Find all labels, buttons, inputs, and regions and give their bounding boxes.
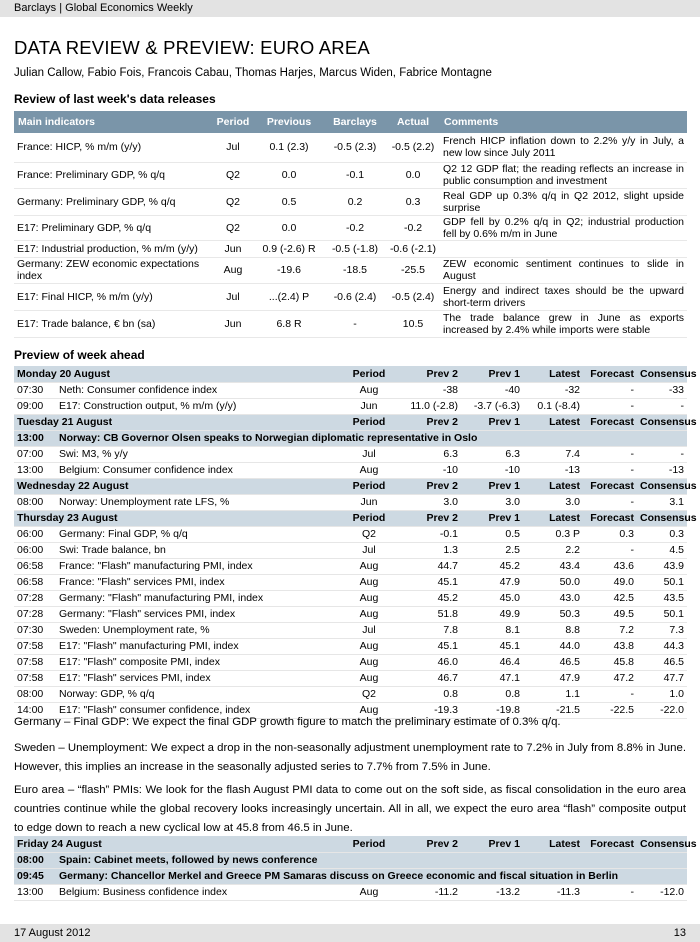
release-time: 07:58 xyxy=(17,672,44,684)
review-cell: -0.2 xyxy=(345,221,365,234)
release-value: 0.3 P xyxy=(555,528,581,540)
release-value: 50.0 xyxy=(559,576,581,588)
release-value: - xyxy=(630,464,635,476)
col-header: Period xyxy=(352,367,386,380)
day-header-row xyxy=(14,414,687,430)
release-value: 46.0 xyxy=(437,656,459,668)
header-text: Barclays | Global Economics Weekly xyxy=(14,2,193,14)
col-header: Consensus xyxy=(640,416,697,428)
day-label: Wednesday 22 August xyxy=(17,480,129,492)
preview-section-title: Preview of week ahead xyxy=(14,348,145,362)
release-time: 06:58 xyxy=(17,576,44,588)
release-value: Aug xyxy=(359,576,379,588)
release-value: 1.1 xyxy=(565,688,581,700)
day-label: Thursday 23 August xyxy=(17,512,118,524)
review-cell: Germany: ZEW economic expectations index xyxy=(17,258,200,282)
review-cell: -0.5 (2.2) xyxy=(391,141,435,154)
release-name: Norway: Unemployment rate LFS, % xyxy=(59,496,230,508)
release-value: 47.2 xyxy=(613,672,635,684)
review-cell: E17: Preliminary GDP, % q/q xyxy=(17,221,152,234)
release-value: 7.2 xyxy=(619,624,635,636)
col-header: Prev 2 xyxy=(426,837,459,850)
release-name: E17: "Flash" manufacturing PMI, index xyxy=(59,640,239,652)
release-value: 8.1 xyxy=(505,624,521,636)
release-value: -10 xyxy=(504,464,521,476)
col-header: Prev 1 xyxy=(488,367,521,380)
review-section-title: Review of last week's data releases xyxy=(14,92,216,106)
review-cell: Germany: Preliminary GDP, % q/q xyxy=(17,195,176,208)
col-header: Forecast xyxy=(590,512,635,524)
release-value: 0.1 (-8.4) xyxy=(537,400,581,412)
day-header-row xyxy=(14,366,687,382)
review-row xyxy=(14,310,687,337)
event-text: Norway: CB Governor Olsen speaks to Norwegian diplomatic representative in Oslo xyxy=(59,432,478,444)
release-value: -33 xyxy=(668,384,685,396)
table-row xyxy=(14,462,687,478)
col-header: Forecast xyxy=(590,837,635,850)
release-value: Aug xyxy=(359,592,379,604)
release-value: 49.0 xyxy=(613,576,635,588)
col-header: Latest xyxy=(549,367,581,380)
release-name: E17: "Flash" consumer confidence, index xyxy=(59,704,251,716)
release-time: 08:00 xyxy=(17,688,44,700)
release-value: -38 xyxy=(442,384,459,396)
release-value: - xyxy=(680,448,685,460)
review-cell: E17: Industrial production, % m/m (y/y) xyxy=(17,242,198,255)
review-cell: 6.8 R xyxy=(276,317,302,330)
release-value: - xyxy=(630,400,635,412)
release-name: Norway: GDP, % q/q xyxy=(59,688,155,700)
review-cell: - xyxy=(353,317,357,330)
review-cell: -0.2 xyxy=(403,221,423,234)
release-name: Germany: "Flash" services PMI, index xyxy=(59,608,236,620)
review-row xyxy=(14,133,687,162)
review-cell: 0.3 xyxy=(405,195,421,208)
release-value: - xyxy=(630,448,635,460)
release-value: 3.0 xyxy=(505,496,521,508)
review-cell: Q2 xyxy=(225,195,240,208)
release-value: 44.0 xyxy=(559,640,581,652)
table-row xyxy=(14,494,687,510)
release-value: -10 xyxy=(442,464,459,476)
release-value: -11.2 xyxy=(434,886,459,898)
col-header: Prev 2 xyxy=(426,512,459,524)
review-cell: 0.2 xyxy=(347,195,363,208)
event-row xyxy=(14,430,687,446)
review-col-header: Actual xyxy=(396,116,430,128)
col-header: Period xyxy=(352,837,386,850)
review-cell: France: Preliminary GDP, % q/q xyxy=(17,169,166,181)
release-value: Q2 xyxy=(362,688,377,700)
release-value: 44.7 xyxy=(437,560,459,572)
release-value: -13 xyxy=(564,464,581,476)
col-header: Prev 2 xyxy=(426,367,459,380)
table-row xyxy=(14,622,687,638)
release-time: 07:30 xyxy=(17,624,44,636)
table-row xyxy=(14,686,687,702)
review-cell: 0.5 xyxy=(281,195,297,208)
release-value: 50.3 xyxy=(559,608,581,620)
release-value: 0.8 xyxy=(505,688,521,700)
release-value: - xyxy=(630,544,635,556)
review-comment xyxy=(440,240,687,257)
table-row xyxy=(14,446,687,462)
release-value: 3.0 xyxy=(443,496,459,508)
release-value: 45.1 xyxy=(437,576,459,588)
release-time: 07:28 xyxy=(17,608,44,620)
release-time: 07:58 xyxy=(17,656,44,668)
release-value: - xyxy=(630,496,635,508)
day-header-row xyxy=(14,510,687,526)
commentary-paragraph xyxy=(14,781,686,838)
release-time: 06:00 xyxy=(17,544,44,556)
review-table xyxy=(14,111,687,338)
col-header: Latest xyxy=(549,480,581,492)
release-value: 44.3 xyxy=(663,640,685,652)
release-value: 43.8 xyxy=(613,640,635,652)
release-value: 2.5 xyxy=(505,544,521,556)
review-row xyxy=(14,257,687,283)
release-value: 1.0 xyxy=(669,688,685,700)
release-value: -11.3 xyxy=(556,886,581,898)
release-value: 45.2 xyxy=(499,560,521,572)
page-number: 13 xyxy=(673,927,686,939)
release-value: 46.5 xyxy=(663,656,685,668)
release-value: Aug xyxy=(359,704,379,716)
release-value: 50.1 xyxy=(663,576,685,588)
release-name: E17: Construction output, % m/m (y/y) xyxy=(59,400,237,412)
footer-date: 17 August 2012 xyxy=(14,927,91,939)
release-time: 06:58 xyxy=(17,560,44,572)
review-cell: Jul xyxy=(226,141,240,154)
release-value: 6.3 xyxy=(443,448,459,460)
release-value: 49.9 xyxy=(499,608,521,620)
review-cell: -0.5 (2.3) xyxy=(333,141,377,154)
release-value: Jun xyxy=(360,400,378,412)
day-label: Friday 24 August xyxy=(17,837,102,850)
table-row xyxy=(14,398,687,414)
commentary-paragraph xyxy=(14,713,686,732)
release-value: -13.2 xyxy=(496,886,521,898)
release-value: 46.5 xyxy=(559,656,581,668)
review-cell: E17: Final HICP, % m/m (y/y) xyxy=(17,290,153,303)
release-value: Aug xyxy=(359,656,379,668)
release-value: 45.1 xyxy=(499,640,521,652)
review-cell: Jul xyxy=(226,290,240,303)
release-value: 6.3 xyxy=(505,448,521,460)
review-col-header: Previous xyxy=(266,116,312,128)
col-header: Prev 1 xyxy=(488,480,521,492)
col-header: Consensus xyxy=(640,837,697,850)
review-cell: Q2 xyxy=(225,169,240,181)
review-cell: Jun xyxy=(224,317,242,330)
release-value: Aug xyxy=(359,464,379,476)
release-value: 49.5 xyxy=(613,608,635,620)
review-comment: Energy and indirect taxes should be the upward short-term drivers xyxy=(443,284,684,309)
release-value: 45.1 xyxy=(437,640,459,652)
release-value: Jul xyxy=(362,544,376,556)
review-col-header: Period xyxy=(216,116,250,128)
review-cell: -25.5 xyxy=(401,264,425,276)
review-cell: 0.0 xyxy=(281,169,297,181)
review-col-header: Barclays xyxy=(333,116,377,128)
review-col-header: Comments xyxy=(444,116,499,128)
table-row xyxy=(14,382,687,398)
release-value: 0.8 xyxy=(443,688,459,700)
release-time: 07:30 xyxy=(17,384,44,396)
paragraph-lead: Euro area – “flash” PMIs: xyxy=(14,784,142,796)
release-value: 45.2 xyxy=(437,592,459,604)
release-value: 2.2 xyxy=(565,544,581,556)
release-name: Germany: "Flash" manufacturing PMI, index xyxy=(59,592,264,604)
release-name: France: "Flash" services PMI, index xyxy=(59,576,225,588)
review-comment: Q2 12 GDP flat; the reading reflects an increase in public consumption and investment xyxy=(443,163,684,187)
release-value: 50.1 xyxy=(663,608,685,620)
release-value: -22.5 xyxy=(610,704,635,716)
release-value: 0.3 xyxy=(669,528,685,540)
release-value: -13 xyxy=(668,464,685,476)
release-value: 1.3 xyxy=(443,544,459,556)
review-row xyxy=(14,283,687,310)
col-header: Period xyxy=(352,416,386,428)
release-value: Q2 xyxy=(362,528,377,540)
review-comment: The trade balance grew in June as exports increased by 2.4% while imports were stable xyxy=(443,311,684,336)
release-value: 43.9 xyxy=(663,560,685,572)
release-value: -40 xyxy=(504,384,521,396)
day-label: Tuesday 21 August xyxy=(17,416,113,428)
col-header: Period xyxy=(352,480,386,492)
review-cell: 10.5 xyxy=(402,317,424,330)
release-time: 08:00 xyxy=(17,496,44,508)
friday-table xyxy=(14,836,697,901)
release-value: 7.8 xyxy=(443,624,459,636)
review-cell: 0.1 (2.3) xyxy=(269,141,309,154)
table-row xyxy=(14,654,687,670)
review-cell: -19.6 xyxy=(277,264,301,276)
release-time: 14:00 xyxy=(17,704,44,716)
release-value: Aug xyxy=(359,886,379,898)
review-cell: ...(2.4) P xyxy=(268,290,310,303)
release-value: Aug xyxy=(359,560,379,572)
page-title: DATA REVIEW & PREVIEW: EURO AREA xyxy=(14,37,370,58)
preview-table xyxy=(14,366,697,719)
release-value: 7.3 xyxy=(669,624,685,636)
release-name: Belgium: Business confidence index xyxy=(59,886,228,898)
col-header: Latest xyxy=(549,512,581,524)
release-value: 47.1 xyxy=(499,672,521,684)
release-name: Swi: Trade balance, bn xyxy=(59,544,166,556)
table-row xyxy=(14,638,687,654)
review-comment: GDP fell by 0.2% q/q in Q2; industrial production fell by 0.6% m/m in June xyxy=(443,215,684,240)
day-header-row xyxy=(14,836,687,852)
col-header: Latest xyxy=(549,416,581,428)
col-header: Consensus xyxy=(640,480,697,492)
commentary-paragraph xyxy=(14,739,686,777)
paragraph-text: We expect the final GDP growth figure to match the preliminary estimate of 0.3% q/q. xyxy=(129,716,561,728)
review-cell: France: HICP, % m/m (y/y) xyxy=(17,141,142,154)
authors: Julian Callow, Fabio Fois, Francois Cabau, Thomas Harjes, Marcus Widen, Fabrice Montagne xyxy=(14,67,492,79)
release-time: 13:00 xyxy=(17,464,44,476)
release-value: 43.6 xyxy=(613,560,635,572)
table-row xyxy=(14,558,687,574)
event-time: 09:45 xyxy=(17,870,44,882)
day-header-row xyxy=(14,478,687,494)
release-value: -0.1 xyxy=(439,528,459,540)
release-time: 07:58 xyxy=(17,640,44,652)
review-row xyxy=(14,240,687,257)
col-header: Consensus xyxy=(640,512,697,524)
event-text: Germany: Chancellor Merkel and Greece PM Samaras discuss on Greece economic and fiscal situation in Berlin xyxy=(59,870,619,882)
paragraph-text: We look for the flash August PMI data to come out on the soft side, as fiscal consolidation in the euro area countries continue while the global recovery looks increasingly uncertain. All in all, we expect the euro area “flash” composite output to edge down to reach a new cyclical low at 45.8 from 46.5 in June. xyxy=(14,784,686,834)
release-value: - xyxy=(630,688,635,700)
table-row xyxy=(14,542,687,558)
release-value: 46.7 xyxy=(437,672,459,684)
day-label: Monday 20 August xyxy=(17,367,110,380)
review-row xyxy=(14,162,687,188)
release-value: Aug xyxy=(359,640,379,652)
review-cell: 0.9 (-2.6) R xyxy=(262,242,316,255)
table-row xyxy=(14,590,687,606)
release-name: Germany: Final GDP, % q/q xyxy=(59,528,188,540)
review-row xyxy=(14,188,687,215)
release-value: 42.5 xyxy=(613,592,635,604)
release-name: E17: "Flash" composite PMI, index xyxy=(59,656,220,668)
release-value: 3.0 xyxy=(565,496,581,508)
release-time: 09:00 xyxy=(17,400,44,412)
release-time: 06:00 xyxy=(17,528,44,540)
release-value: Aug xyxy=(359,672,379,684)
col-header: Prev 2 xyxy=(426,416,459,428)
release-value: Jul xyxy=(362,448,376,460)
release-name: France: "Flash" manufacturing PMI, index xyxy=(59,560,253,572)
paragraph-lead: Germany – Final GDP: xyxy=(14,716,130,728)
release-name: Neth: Consumer confidence index xyxy=(59,384,218,396)
release-value: 4.5 xyxy=(669,544,685,556)
footer xyxy=(0,924,700,942)
release-time: 13:00 xyxy=(17,886,44,898)
release-value: 43.0 xyxy=(559,592,581,604)
release-value: 11.0 (-2.8) xyxy=(410,400,459,412)
event-row xyxy=(14,852,687,868)
col-header: Prev 1 xyxy=(488,416,521,428)
paragraph-text: We expect a drop in the non-seasonally adjustment unemployment rate to 7.2% in July from 8.8% in June. However, this implies an increase in the seasonally adjusted series to 7.7% from 7.5% in June. xyxy=(14,742,686,773)
release-time: 07:00 xyxy=(17,448,44,460)
col-header: Forecast xyxy=(590,367,635,380)
col-header: Prev 1 xyxy=(488,837,521,850)
table-row xyxy=(14,574,687,590)
review-cell: E17: Trade balance, € bn (sa) xyxy=(17,317,156,330)
release-value: 0.5 xyxy=(505,528,521,540)
col-header: Consensus xyxy=(640,367,697,380)
review-comment: ZEW economic sentiment continues to slide in August xyxy=(443,258,684,282)
report-header xyxy=(0,0,700,17)
release-value: 43.4 xyxy=(559,560,581,572)
release-value: 7.4 xyxy=(565,448,581,460)
review-cell: Jun xyxy=(224,242,242,255)
release-name: Swi: M3, % y/y xyxy=(59,448,128,460)
release-name: Belgium: Consumer confidence index xyxy=(59,464,233,476)
table-row xyxy=(14,606,687,622)
review-cell: -0.1 xyxy=(345,169,365,181)
col-header: Forecast xyxy=(590,416,635,428)
release-value: 47.9 xyxy=(499,576,521,588)
event-text: Spain: Cabinet meets, followed by news conference xyxy=(59,854,318,866)
review-comment: French HICP inflation down to 2.2% y/y in July, a new low since July 2011 xyxy=(443,135,684,160)
review-comment: Real GDP up 0.3% q/q in Q2 2012, slight upside surprise xyxy=(443,189,684,214)
col-header: Period xyxy=(352,512,386,524)
release-value: -3.7 (-6.3) xyxy=(473,400,521,412)
release-value: 47.9 xyxy=(559,672,581,684)
review-cell: -0.5 (-1.8) xyxy=(331,242,379,255)
release-value: 43.5 xyxy=(663,592,685,604)
review-header-row xyxy=(14,111,687,133)
release-value: -19.8 xyxy=(496,704,521,716)
release-value: 0.3 xyxy=(619,528,635,540)
release-value: Aug xyxy=(359,384,379,396)
release-time: 07:28 xyxy=(17,592,44,604)
release-value: Jun xyxy=(360,496,378,508)
review-cell: -0.5 (2.4) xyxy=(391,290,435,303)
release-value: -12.0 xyxy=(660,886,685,898)
col-header: Latest xyxy=(549,837,581,850)
release-value: -22.0 xyxy=(660,704,685,716)
release-value: 45.8 xyxy=(613,656,635,668)
col-header: Forecast xyxy=(590,480,635,492)
review-cell: 0.0 xyxy=(281,221,297,234)
event-time: 08:00 xyxy=(17,854,44,866)
release-value: 3.1 xyxy=(669,496,685,508)
table-row xyxy=(14,884,687,900)
release-value: Jul xyxy=(362,624,376,636)
release-value: - xyxy=(630,886,635,898)
release-value: 8.8 xyxy=(565,624,581,636)
release-value: -21.5 xyxy=(556,704,581,716)
event-time: 13:00 xyxy=(17,432,44,444)
review-cell: -0.6 (-2.1) xyxy=(389,242,437,255)
review-cell: 0.0 xyxy=(405,169,421,181)
release-value: - xyxy=(680,400,685,412)
release-value: -32 xyxy=(564,384,581,396)
table-row xyxy=(14,526,687,542)
review-row xyxy=(14,215,687,240)
release-name: E17: "Flash" services PMI, index xyxy=(59,672,211,684)
release-name: Sweden: Unemployment rate, % xyxy=(59,624,210,636)
release-value: -19.3 xyxy=(434,704,459,716)
review-cell: -0.6 (2.4) xyxy=(333,290,377,303)
review-cell: Q2 xyxy=(225,221,240,234)
review-cell: -18.5 xyxy=(343,264,367,276)
release-value: 46.4 xyxy=(499,656,521,668)
release-value: 47.7 xyxy=(663,672,685,684)
release-value: Aug xyxy=(359,608,379,620)
table-row xyxy=(14,670,687,686)
paragraph-lead: Sweden – Unemployment: xyxy=(14,742,148,754)
col-header: Prev 2 xyxy=(426,480,459,492)
event-row xyxy=(14,868,687,884)
col-header: Prev 1 xyxy=(488,512,521,524)
review-cell: Aug xyxy=(223,264,243,276)
release-value: 51.8 xyxy=(437,608,459,620)
release-value: 45.0 xyxy=(499,592,521,604)
release-value: - xyxy=(630,384,635,396)
review-col-header: Main indicators xyxy=(18,116,96,128)
